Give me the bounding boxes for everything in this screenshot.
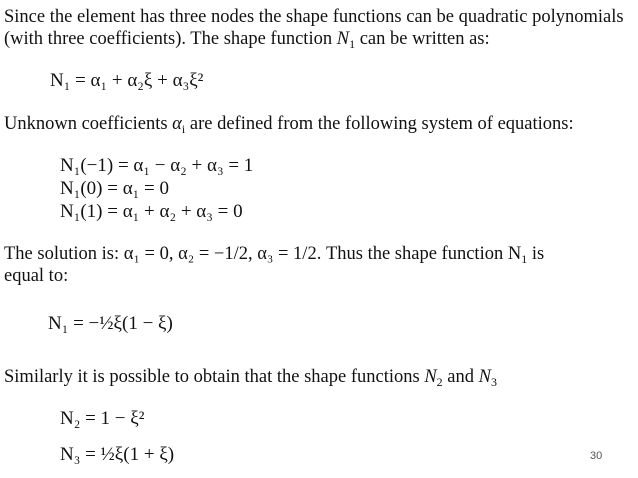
- page-number: 30: [590, 450, 603, 462]
- symbol-n: N: [336, 29, 350, 49]
- paragraph-1-line-1: Since the element has three nodes the shape functions can be quadratic polynomials: [4, 7, 624, 27]
- subscript: 1: [349, 37, 356, 51]
- text: is: [527, 244, 545, 264]
- text: are defined from the following system of equations:: [185, 114, 574, 134]
- equation-n1-result: N₁ = −½ξ(1 − ξ): [48, 313, 173, 334]
- symbol-n: N: [424, 367, 437, 387]
- symbol-n: N: [478, 367, 491, 387]
- paragraph-3-line-1: [4, 243, 544, 265]
- subscript: i: [181, 122, 186, 136]
- equation-n1-polynomial: N₁ = α₁ + α₂ξ + α₃ξ²: [50, 70, 204, 91]
- solution-values: α₁ = 0, α₂ = −1/2, α₃ = 1/2: [123, 244, 317, 264]
- symbol-alpha: α: [172, 114, 182, 134]
- equation-system-1: N₁(−1) = α₁ − α₂ + α₃ = 1: [60, 155, 254, 176]
- paragraph-3-line-2: equal to:: [4, 266, 69, 286]
- subscript: 3: [490, 375, 497, 389]
- subscript: 1: [521, 252, 528, 266]
- equation-system-3: N₁(1) = α₁ + α₂ + α₃ = 0: [60, 201, 243, 222]
- text: Similarly it is possible to obtain that the shape functions: [4, 367, 425, 387]
- paragraph-1-line-2: [4, 28, 490, 50]
- text: and: [442, 367, 479, 387]
- text: can be written as:: [355, 29, 490, 49]
- equation-system-2: N₁(0) = α₁ = 0: [60, 178, 170, 199]
- text: Unknown coefficients: [4, 114, 173, 134]
- text: The solution is:: [4, 244, 124, 264]
- text: (with three coefficients). The shape function: [4, 29, 337, 49]
- subscript: 2: [436, 375, 443, 389]
- text: . Thus the shape function N: [316, 244, 522, 264]
- paragraph-2: [4, 113, 574, 135]
- paragraph-4: [4, 366, 497, 388]
- equation-n2-result: N₂ = 1 − ξ²: [60, 408, 145, 429]
- equation-n3-result: N₃ = ½ξ(1 + ξ): [60, 444, 175, 465]
